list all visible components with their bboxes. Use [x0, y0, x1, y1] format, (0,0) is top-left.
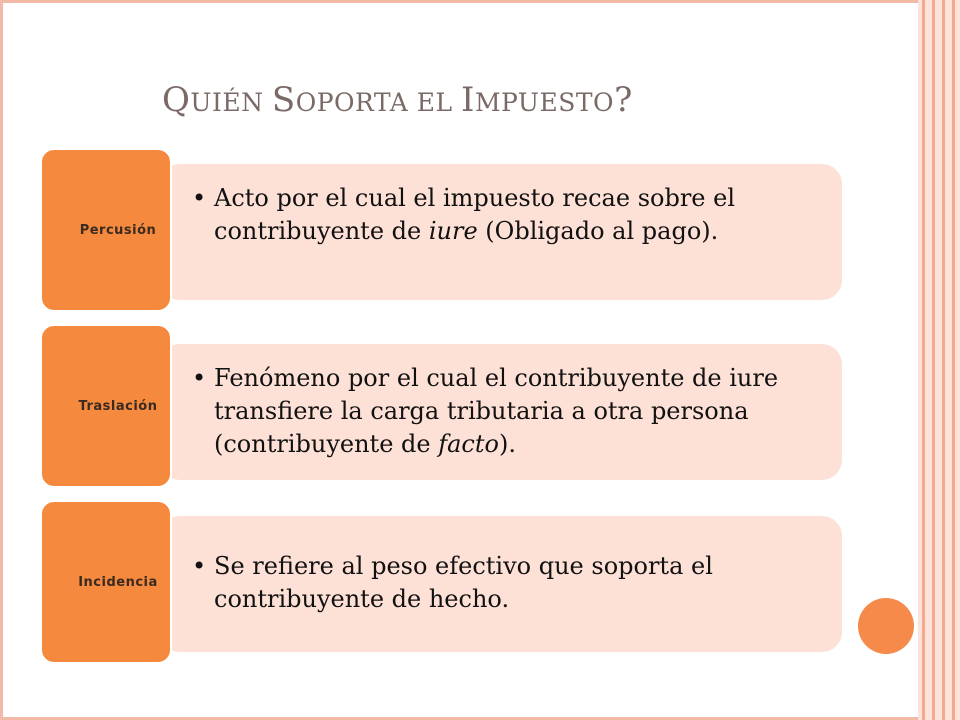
slide-border-top	[0, 0, 960, 3]
list-item-incidencia	[40, 500, 842, 668]
slide-border-left	[0, 0, 3, 720]
bullet-icon: •	[192, 552, 207, 580]
slide-title	[162, 80, 633, 120]
stripe	[922, 0, 925, 720]
decorative-circle	[858, 598, 914, 654]
stripe	[932, 0, 935, 720]
label-tab	[40, 324, 172, 488]
description-text	[192, 362, 820, 461]
description-text	[192, 182, 820, 248]
description-panel	[160, 344, 842, 480]
label-text: Traslación	[78, 398, 158, 414]
text-italic: iure	[428, 217, 478, 245]
bullet-icon: •	[192, 184, 207, 212]
text-part: ).	[498, 430, 516, 458]
text-part: Se refiere al peso efectivo que soporta el contribuyente de hecho.	[214, 552, 713, 613]
title-smallcaps: UIÉN	[190, 88, 272, 117]
title-cap: ?	[614, 80, 633, 120]
title-smallcaps: MPUESTO	[474, 88, 615, 117]
description-text	[192, 550, 820, 616]
label-text: Incidencia	[78, 574, 158, 590]
description-panel	[160, 164, 842, 300]
title-cap: Q	[162, 80, 191, 120]
label-text: Percusión	[79, 222, 157, 238]
stripe	[952, 0, 955, 720]
title-cap: I	[461, 80, 475, 120]
label-tab	[40, 148, 172, 312]
list-item-traslacion	[40, 324, 842, 492]
text-italic: facto	[438, 430, 499, 458]
bullet-icon: •	[192, 364, 207, 392]
list-item-percusion	[40, 148, 842, 316]
title-smallcaps: OPORTA EL	[295, 88, 462, 117]
text-part: (Obligado al pago).	[477, 217, 719, 245]
label-tab	[40, 500, 172, 664]
text-part: Fenómeno por el cual el contribuyente de iure transfiere la carga tributaria a otra persona (contribuyente de	[214, 364, 779, 458]
description-panel	[160, 516, 842, 652]
text-part: Acto por el cual el impuesto recae sobre el contribuyente de	[214, 184, 736, 245]
stripe	[942, 0, 945, 720]
decorative-stripes	[918, 0, 960, 720]
title-cap: S	[271, 80, 296, 120]
